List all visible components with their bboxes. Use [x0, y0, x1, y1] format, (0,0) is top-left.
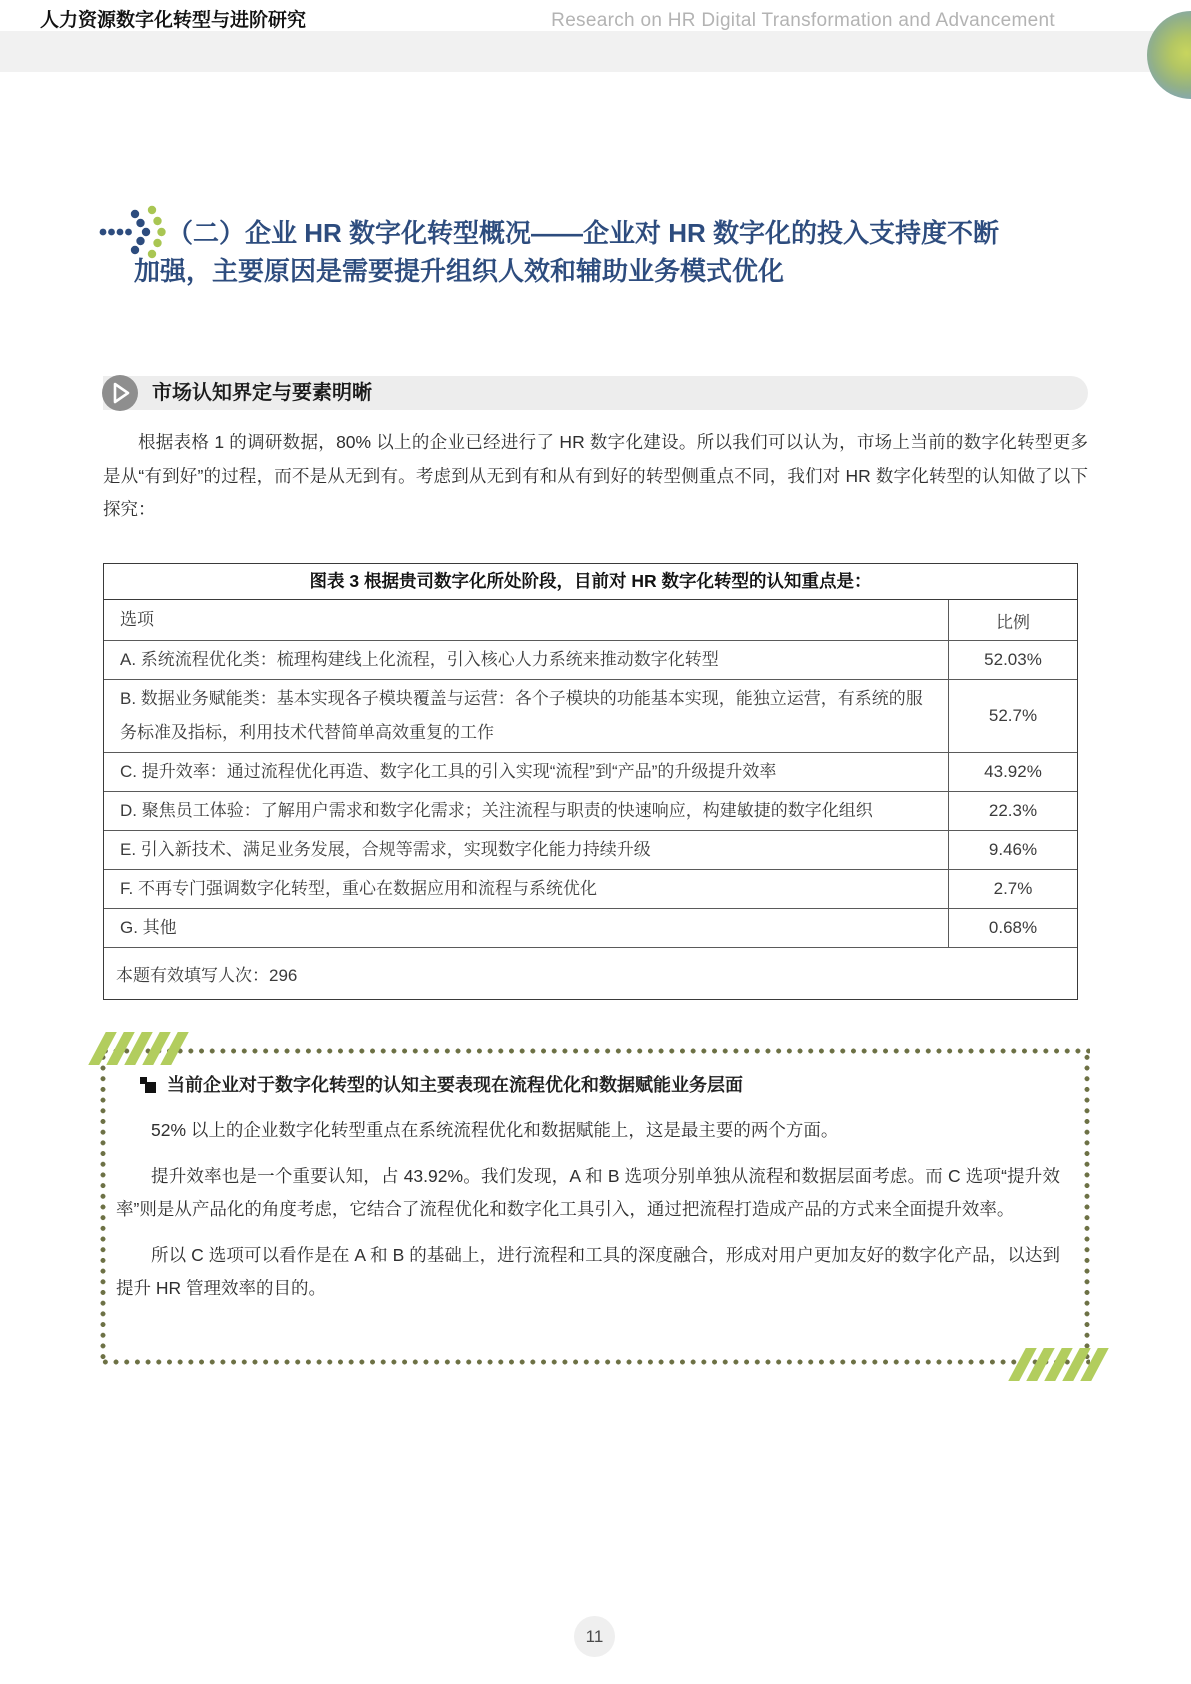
table-row: [104, 831, 1077, 870]
table-footer-note: 本题有效填写人次：296: [116, 966, 298, 985]
page-number-badge: [574, 1616, 615, 1657]
hatch-decoration-bottom-right: [1017, 1348, 1100, 1381]
percent-cell: 52.03%: [948, 641, 1077, 679]
table-row: [104, 641, 1077, 680]
column-header-option: 选项: [120, 610, 154, 629]
table-row: [104, 909, 1077, 948]
page-number: 11: [585, 1626, 604, 1646]
percent-cell: 52.7%: [948, 680, 1077, 752]
percent-cell: 2.7%: [948, 870, 1077, 908]
section-heading-line2: 加强，主要原因是需要提升组织人效和辅助业务模式优化: [134, 256, 785, 286]
callout-paragraph: 提升效率也是一个重要认知，占 43.92%。我们发现，A 和 B 选项分别单独从流程和数据层面考虑。而 C 选项“提升效率”则是从产品化的角度考虑，它结合了流程优化和数字化工具引入，通过把流程打造成产品的方式来全面提升效率。: [116, 1166, 1060, 1219]
percent-cell: 22.3%: [948, 792, 1077, 830]
option-cell: B. 数据业务赋能类：基本实现各子模块覆盖与运营：各个子模块的功能基本实现，能独立运营，有系统的服务标准及指标，利用技术代替简单高效重复的工作: [120, 689, 923, 742]
brand-gradient-circle: [1147, 11, 1191, 99]
report-title-zh: 人力资源数字化转型与进阶研究: [40, 10, 307, 31]
table-row: [104, 753, 1077, 792]
section-heading: [134, 214, 1094, 290]
callout-paragraph: 52% 以上的企业数字化转型重点在系统流程优化和数据赋能上，这是最主要的两个方面。: [151, 1120, 839, 1140]
callout-heading: [140, 1072, 1060, 1098]
subsection-title: 市场认知界定与要素明晰: [152, 382, 372, 404]
callout-content: [100, 1048, 1090, 1305]
callout-paragraph: 所以 C 选项可以看作是在 A 和 B 的基础上，进行流程和工具的深度融合，形成对用户更加友好的数字化产品，以达到提升 HR 管理效率的目的。: [116, 1245, 1060, 1298]
table-header-row: [104, 600, 1077, 641]
option-cell: G. 其他: [120, 918, 177, 937]
table-row: [104, 870, 1077, 909]
option-cell: E. 引入新技术、满足业务发展，合规等需求，实现数字化能力持续升级: [120, 840, 651, 859]
option-cell: F. 不再专门强调数字化转型，重心在数据应用和流程与系统优化: [120, 879, 597, 898]
hatch-decoration-top-left: [97, 1032, 180, 1065]
section-heading-line1: （二）企业 HR 数字化转型概况——企业对 HR 数字化的投入支持度不断: [167, 218, 1000, 248]
percent-cell: 9.46%: [948, 831, 1077, 869]
percent-cell: 43.92%: [948, 753, 1077, 791]
intro-paragraph: 根据表格 1 的调研数据，80% 以上的企业已经进行了 HR 数字化建设。所以我们可以认为，市场上当前的数字化转型更多是从“有到好”的过程，而不是从无到有。考虑到从无到有和从有到好的转型侧重点不同，我们对 HR 数字化转型的认知做了以下探究：: [103, 432, 1088, 519]
table-row: [104, 792, 1077, 831]
play-circle-icon: [101, 374, 139, 417]
option-cell: C. 提升效率：通过流程优化再造、数字化工具的引入实现“流程”到“产品”的升级提升效率: [120, 762, 777, 781]
insight-callout: [100, 1048, 1090, 1365]
pixel-squares-icon: [140, 1077, 156, 1093]
callout-heading-text: 当前企业对于数字化转型的认知主要表现在流程优化和数据赋能业务层面: [167, 1075, 743, 1095]
option-cell: D. 聚焦员工体验：了解用户需求和数字化需求；关注流程与职责的快速响应，构建敏捷的数字化组织: [120, 801, 873, 820]
column-header-ratio: 比例: [948, 600, 1077, 640]
table-title: 图表 3 根据贵司数字化所处阶段，目前对 HR 数字化转型的认知重点是：: [104, 564, 1077, 600]
dotted-border-bottom: [100, 1359, 1090, 1365]
option-cell: A. 系统流程优化类：梳理构建线上化流程，引入核心人力系统来推动数字化转型: [120, 650, 719, 669]
report-title-en: Research on HR Digital Transformation and Advancement: [551, 10, 1055, 31]
percent-cell: 0.68%: [948, 909, 1077, 947]
table-row: [104, 680, 1077, 753]
survey-table: [103, 563, 1078, 1000]
